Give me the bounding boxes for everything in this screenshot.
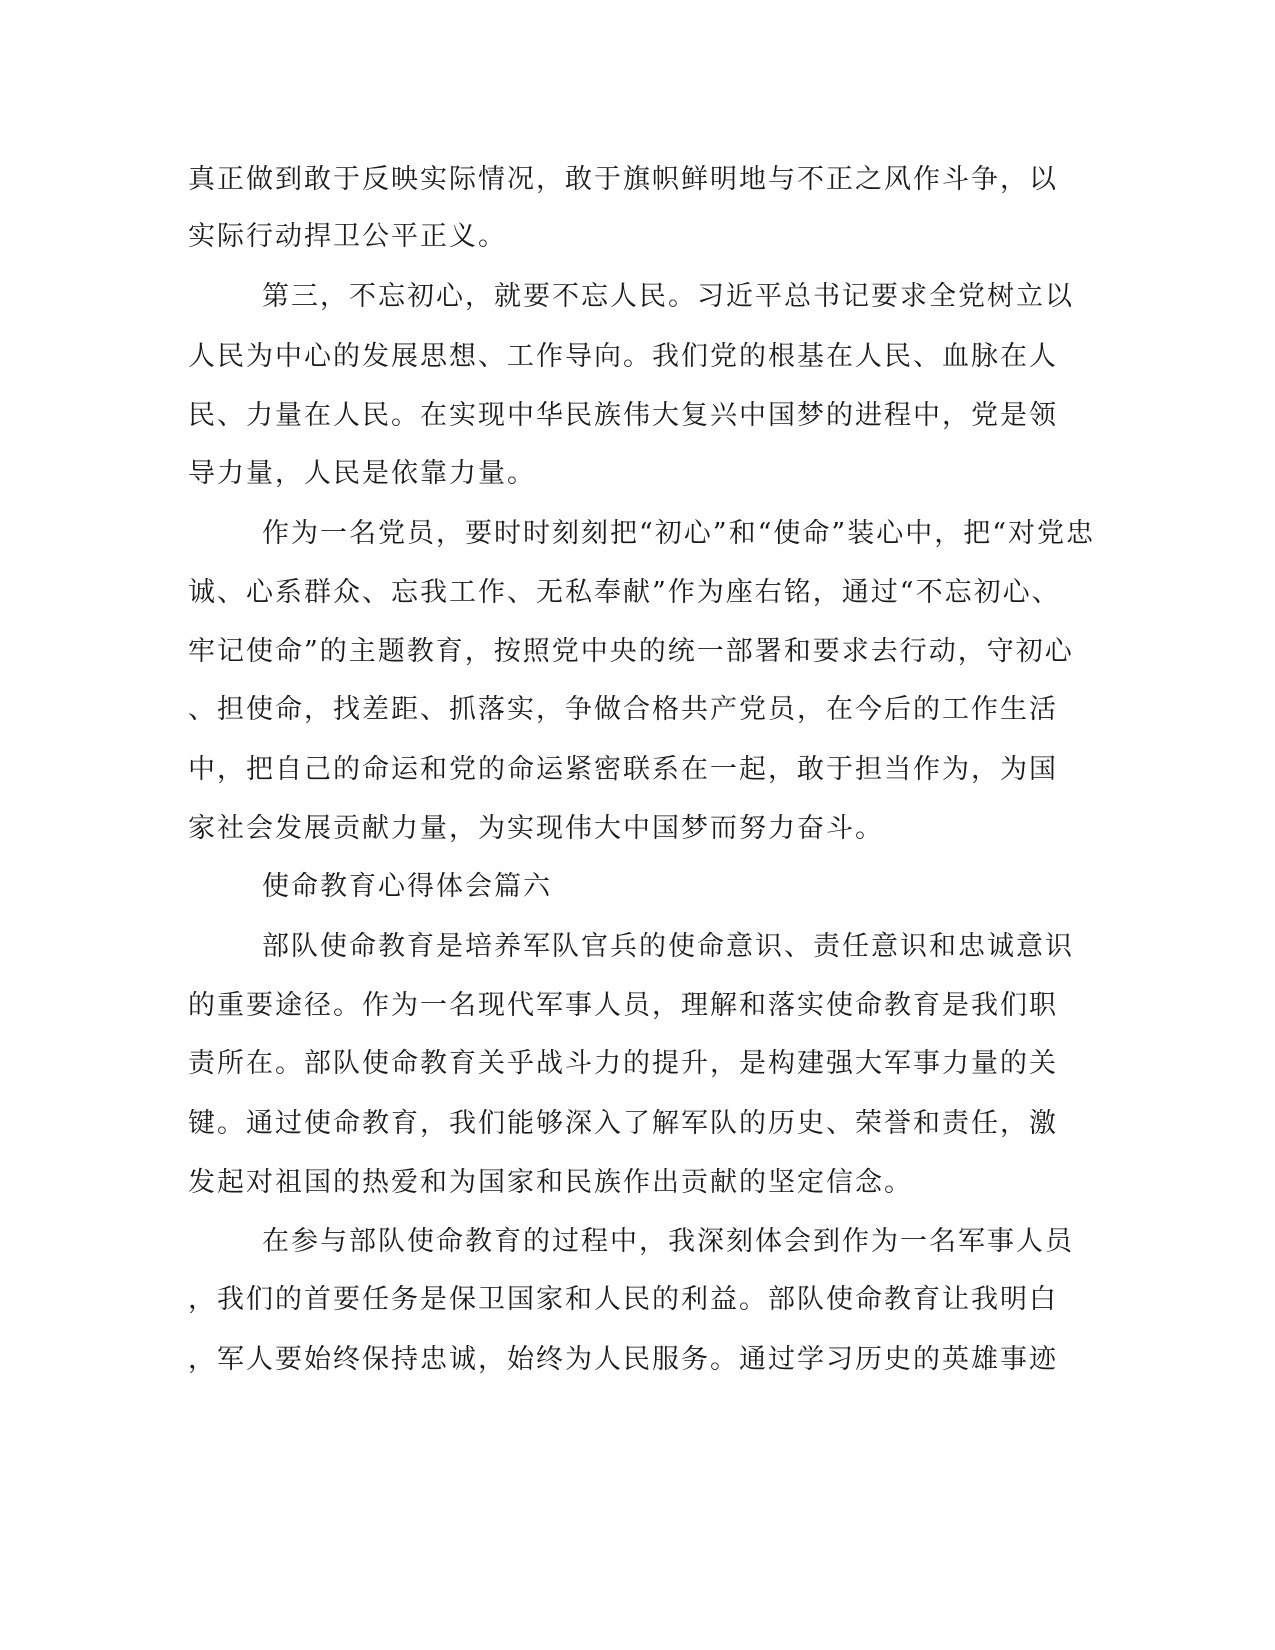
- text-line: 在参与部队使命教育的过程中，我深刻体会到作为一名军事人员: [262, 1226, 1074, 1257]
- text-line: 导力量，人民是依靠力量。: [188, 458, 536, 489]
- section-heading: 使命教育心得体会篇六: [262, 871, 552, 902]
- text-line: 实际行动捍卫公平正义。: [188, 221, 507, 252]
- text-line: 作为一名党员，要时时刻刻把“初心”和“使命”装心中，把“对党忠: [262, 518, 1096, 549]
- text-line: 、担使命，找差距、抓落实，争做合格共产党员，在今后的工作生活: [188, 694, 1058, 725]
- text-line: 责所在。部队使命教育关乎战斗力的提升，是构建强大军事力量的关: [188, 1048, 1058, 1079]
- text-line: 发起对祖国的热爱和为国家和民族作出贡献的坚定信念。: [188, 1167, 913, 1198]
- text-line: 诚、心系群众、忘我工作、无私奉献”作为座右铭，通过“不忘初心、: [188, 577, 1061, 608]
- text-line: 第三，不忘初心，就要不忘人民。习近平总书记要求全党树立以: [262, 281, 1074, 312]
- text-line: 部队使命教育是培养军队官兵的使命意识、责任意识和忠诚意识: [262, 931, 1074, 962]
- text-line: ，军人要始终保持忠诚，始终为人民服务。通过学习历史的英雄事迹: [188, 1344, 1058, 1375]
- text-line: 的重要途径。作为一名现代军事人员，理解和落实使命教育是我们职: [188, 990, 1058, 1021]
- text-line: ，我们的首要任务是保卫国家和人民的利益。部队使命教育让我明白: [188, 1284, 1058, 1315]
- text-line: 人民为中心的发展思想、工作导向。我们党的根基在人民、血脉在人: [188, 341, 1058, 372]
- text-line: 家社会发展贡献力量，为实现伟大中国梦而努力奋斗。: [188, 813, 884, 844]
- text-line: 真正做到敢于反映实际情况，敢于旗帜鲜明地与不正之风作斗争，以: [188, 164, 1058, 195]
- text-line: 键。通过使命教育，我们能够深入了解军队的历史、荣誉和责任，激: [188, 1108, 1058, 1139]
- text-line: 中，把自己的命运和党的命运紧密联系在一起，敢于担当作为，为国: [188, 754, 1058, 785]
- text-line: 民、力量在人民。在实现中华民族伟大复兴中国梦的进程中，党是领: [188, 400, 1058, 431]
- text-line: 牢记使命”的主题教育，按照党中央的统一部署和要求去行动，守初心: [188, 636, 1074, 667]
